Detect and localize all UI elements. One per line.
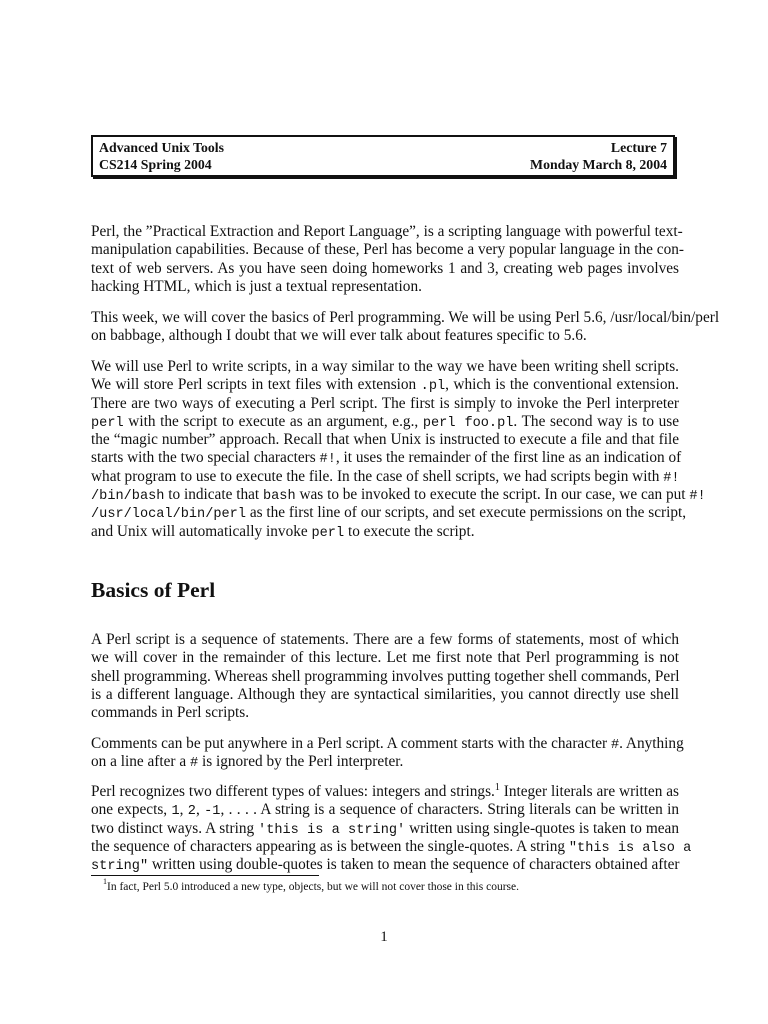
text-line: Comments can be put anywhere in a Perl script. A comment starts with the character #. Anything bbox=[91, 735, 684, 753]
text-line: We will use Perl to write scripts, in a way similar to the way we have been writing shell scripts. bbox=[91, 358, 679, 375]
section-heading: Basics of Perl bbox=[91, 578, 216, 602]
text-line: Perl recognizes two different types of values: integers and strings.$^1$ Integer literals are written as bbox=[91, 781, 679, 800]
text-line: on a line after a # is ignored by the Perl interpreter. bbox=[91, 753, 404, 772]
footnote-marker: 1 bbox=[494, 781, 500, 793]
lecture-header-box bbox=[91, 135, 675, 177]
text-line: hacking HTML, which is just a textual representation. bbox=[91, 277, 422, 295]
intro-paragraph-2 bbox=[91, 309, 720, 346]
section-paragraph-2 bbox=[91, 735, 684, 772]
text-line: perl with the script to execute as an argument, e.g., perl foo.pl. The second way is to use bbox=[91, 412, 679, 431]
text-line: we will cover in the remainder of this lecture. Let me first note that Perl programming is not bbox=[91, 649, 679, 667]
footnote bbox=[91, 877, 519, 894]
text-line: one expects, 1, 2, -1, . . . . A string is a sequence of characters. String literals can be written in bbox=[91, 801, 679, 820]
footnote-text: In fact, Perl 5.0 introduced a new type, objects, but we will not cover those in this course. bbox=[107, 881, 519, 893]
section-paragraph-3 bbox=[91, 781, 692, 875]
text-line: and Unix will automatically invoke perl to execute the script. bbox=[91, 522, 475, 541]
text-line: the sequence of characters appearing as is between the single-quotes. A string "this is also a bbox=[91, 837, 692, 856]
section-paragraph-1 bbox=[91, 631, 679, 722]
page-number: 1 bbox=[380, 929, 388, 945]
text-line: We will store Perl scripts in text files with extension .pl, which is the conventional extension. bbox=[91, 376, 679, 395]
text-line: two distinct ways. A string 'this is a string' written using single-quotes is taken to mean bbox=[91, 819, 679, 838]
text-line: This week, we will cover the basics of Perl programming. We will be using Perl 5.6, /usr/local/bin/perl bbox=[91, 309, 720, 326]
text-line: A Perl script is a sequence of statements. There are a few forms of statements, most of which bbox=[91, 631, 679, 648]
text-line: is a different language. Although they are syntactical similarities, you cannot directly use shell bbox=[91, 685, 679, 703]
footnote-rule bbox=[91, 875, 319, 876]
text-line: text of web servers. As you have seen doing homeworks 1 and 3, creating web pages involves bbox=[91, 259, 679, 277]
intro-paragraph-3 bbox=[91, 358, 706, 541]
lecture-date: Monday March 8, 2004 bbox=[530, 157, 667, 172]
text-line: /bin/bash to indicate that bash was to be invoked to execute the script. In our case, we can put #! bbox=[91, 486, 706, 505]
text-line: on babbage, although I doubt that we will ever talk about features specific to 5.6. bbox=[91, 327, 587, 345]
course-title: Advanced Unix Tools bbox=[99, 140, 224, 155]
text-line: what program to use to execute the file. In the case of shell scripts, we had scripts begin with #! bbox=[91, 467, 680, 486]
text-line: /usr/local/bin/perl as the first line of our scripts, and set execute permissions on the script, bbox=[91, 504, 687, 523]
text-line: There are two ways of executing a Perl script. The first is simply to invoke the Perl interpreter bbox=[91, 394, 679, 412]
lecture-number: Lecture 7 bbox=[610, 140, 667, 155]
text-line: the “magic number” approach. Recall that when Unix is instructed to execute a file and that file bbox=[91, 431, 679, 449]
course-term: CS214 Spring 2004 bbox=[99, 157, 212, 172]
text-line: manipulation capabilities. Because of these, Perl has become a very popular language in the con- bbox=[91, 241, 684, 259]
text-line: starts with the two special characters #!, it uses the remainder of the first line as an indication of bbox=[91, 449, 682, 468]
footnote-number: 1 bbox=[103, 877, 107, 887]
text-line: shell programming. Whereas shell programming involves putting together shell commands, Perl bbox=[91, 667, 680, 685]
intro-paragraph-1 bbox=[91, 223, 684, 296]
text-line: commands in Perl scripts. bbox=[91, 704, 250, 722]
text-line: string" written using double-quotes is taken to mean the sequence of characters obtained after bbox=[91, 856, 680, 875]
text-line: Perl, the ”Practical Extraction and Report Language”, is a scripting language with powerful text- bbox=[91, 223, 683, 240]
